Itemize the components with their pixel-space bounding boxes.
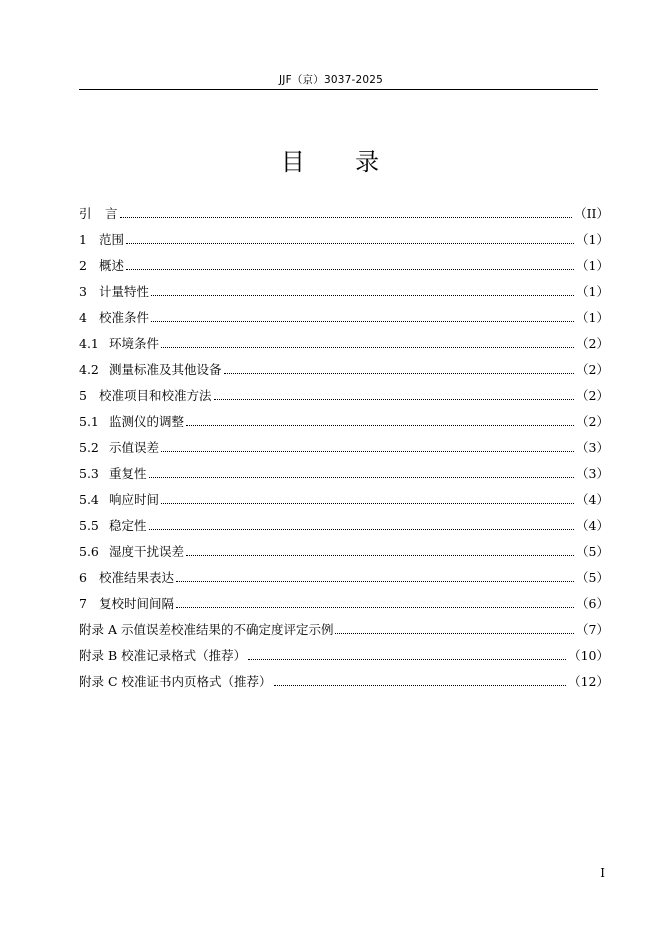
toc-dot-leader — [151, 295, 574, 296]
toc-entry-number: 2 — [79, 258, 87, 273]
toc-entry-page: （7） — [576, 622, 609, 637]
toc-entry[interactable] — [79, 638, 609, 664]
toc-entry-number: 5 — [79, 388, 87, 403]
toc-title: 目 录 — [280, 148, 382, 176]
toc-entry-page: （5） — [576, 570, 609, 585]
toc-entry-number: 4 — [79, 310, 87, 325]
toc-dot-leader — [151, 321, 574, 322]
toc-dot-leader — [161, 503, 574, 504]
toc-entry-page: （1） — [576, 258, 609, 273]
toc-dot-leader — [224, 373, 575, 374]
toc-entry[interactable] — [79, 196, 609, 222]
toc-entry-number: 1 — [79, 232, 87, 247]
toc-entry[interactable] — [79, 586, 609, 612]
toc-entry-page: （4） — [576, 518, 609, 533]
toc-dot-leader — [161, 347, 574, 348]
toc-entry-title: 重复性 — [109, 466, 147, 481]
toc-entry[interactable] — [79, 222, 609, 248]
toc-entry[interactable] — [79, 508, 609, 534]
toc-entry[interactable] — [79, 300, 609, 326]
toc-dot-leader — [186, 425, 574, 426]
document-code-header: JJF（京）3037-2025 — [279, 74, 383, 86]
header-divider — [79, 89, 598, 90]
toc-entry-number: 4.2 — [79, 362, 99, 377]
toc-entry-page: （1） — [576, 232, 609, 247]
toc-entry-number: 7 — [79, 596, 87, 611]
toc-entry-number: 引 — [79, 206, 92, 221]
toc-dot-leader — [176, 581, 574, 582]
toc-entry-page: （2） — [576, 336, 609, 351]
toc-entry[interactable] — [79, 274, 609, 300]
toc-dot-leader — [335, 633, 574, 634]
toc-entry-number: 6 — [79, 570, 87, 585]
page-number: I — [600, 866, 605, 880]
toc-entry-title: 附录 B 校准记录格式（推荐） — [79, 648, 247, 663]
toc-entry[interactable] — [79, 404, 609, 430]
toc-entry-page: （2） — [576, 362, 609, 377]
toc-entry[interactable] — [79, 560, 609, 586]
toc-entry-number: 3 — [79, 284, 87, 299]
toc-entry-number: 5.1 — [79, 414, 99, 429]
toc-entry-page: （II） — [574, 206, 609, 221]
toc-entry-title: 校准结果表达 — [99, 570, 175, 585]
toc-entry[interactable] — [79, 482, 609, 508]
toc-dot-leader — [126, 243, 574, 244]
toc-entry[interactable] — [79, 430, 609, 456]
toc-entry-title: 概述 — [99, 258, 125, 273]
toc-entry-title: 示值误差 — [109, 440, 160, 455]
toc-entry[interactable] — [79, 352, 609, 378]
toc-entry-title: 校准项目和校准方法 — [99, 388, 212, 403]
toc-entry-title: 响应时间 — [109, 492, 160, 507]
toc-entry-page: （5） — [576, 544, 609, 559]
toc-entry[interactable] — [79, 248, 609, 274]
toc-dot-leader — [248, 659, 566, 660]
toc-entry-title: 附录 A 示值误差校准结果的不确定度评定示例 — [79, 622, 334, 637]
toc-entry-title: 范围 — [99, 232, 125, 247]
toc-entry-page: （10） — [568, 648, 609, 663]
toc-dot-leader — [120, 217, 573, 218]
toc-entry-page: （12） — [568, 674, 609, 689]
toc-entry-title: 校准条件 — [99, 310, 150, 325]
toc-dot-leader — [161, 451, 574, 452]
toc-entry-title: 监测仪的调整 — [109, 414, 185, 429]
toc-dot-leader — [214, 399, 575, 400]
toc-entry[interactable] — [79, 612, 609, 638]
toc-entry[interactable] — [79, 534, 609, 560]
toc-entry-page: （1） — [576, 284, 609, 299]
toc-entry-title: 复校时间间隔 — [99, 596, 175, 611]
toc-entry-number: 5.3 — [79, 466, 99, 481]
toc-entry-page: （6） — [576, 596, 609, 611]
toc-entry-page: （1） — [576, 310, 609, 325]
toc-entry-page: （4） — [576, 492, 609, 507]
toc-entry-title: 环境条件 — [109, 336, 160, 351]
toc-entry-title: 言 — [105, 206, 118, 221]
toc-entry-number: 5.4 — [79, 492, 99, 507]
toc-dot-leader — [126, 269, 574, 270]
toc-dot-leader — [149, 477, 575, 478]
table-of-contents — [79, 196, 609, 690]
toc-dot-leader — [186, 555, 574, 556]
toc-dot-leader — [274, 685, 567, 686]
toc-entry-page: （3） — [576, 466, 609, 481]
toc-entry[interactable] — [79, 326, 609, 352]
toc-entry-page: （3） — [576, 440, 609, 455]
toc-entry-title: 计量特性 — [99, 284, 150, 299]
toc-dot-leader — [176, 607, 574, 608]
toc-entry-page: （2） — [576, 414, 609, 429]
toc-entry[interactable] — [79, 456, 609, 482]
toc-entry-title: 稳定性 — [109, 518, 147, 533]
toc-entry[interactable] — [79, 378, 609, 404]
toc-dot-leader — [149, 529, 575, 530]
toc-entry[interactable] — [79, 664, 609, 690]
toc-entry-number: 5.5 — [79, 518, 99, 533]
toc-entry-page: （2） — [576, 388, 609, 403]
toc-entry-number: 4.1 — [79, 336, 99, 351]
toc-entry-title: 湿度干扰误差 — [109, 544, 185, 559]
toc-entry-number: 5.6 — [79, 544, 99, 559]
toc-entry-title: 测量标准及其他设备 — [109, 362, 222, 377]
toc-entry-number: 5.2 — [79, 440, 99, 455]
toc-entry-title: 附录 C 校准证书内页格式（推荐） — [79, 674, 272, 689]
